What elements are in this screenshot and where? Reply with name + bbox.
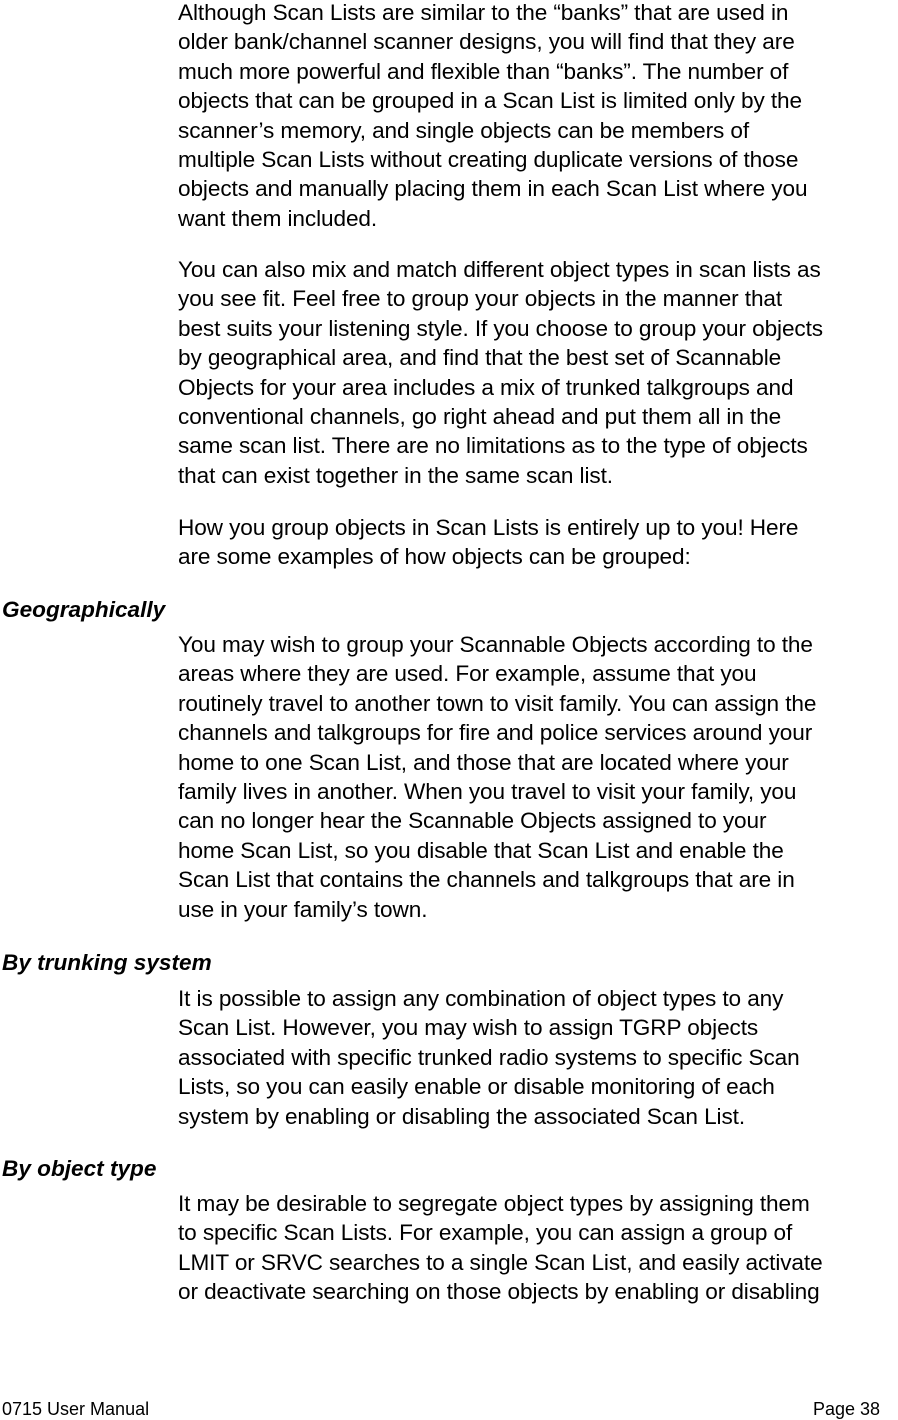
text-line: you see fit. Feel free to group your objects in the manner that	[178, 286, 783, 312]
text-line: channels and talkgroups for fire and police services around your	[178, 720, 813, 746]
text-line: older bank/channel scanner designs, you will find that they are	[178, 29, 795, 55]
paragraph-grouping-intro	[178, 513, 898, 572]
text-line: same scan list. There are no limitations as to the type of objects	[178, 433, 808, 459]
text-line: areas where they are used. For example, assume that you	[178, 661, 757, 687]
text-line: How you group objects in Scan Lists is entirely up to you! Here	[178, 515, 799, 540]
section-heading-geographically: Geographically	[2, 597, 166, 622]
text-line: or deactivate searching on those objects by enabling or disabling	[178, 1279, 820, 1305]
text-line: You can also mix and match different object types in scan lists as	[178, 257, 821, 282]
paragraph-scan-lists-vs-banks	[178, 0, 898, 233]
text-line: scanner’s memory, and single objects can be members of	[178, 117, 750, 143]
text-line: routinely travel to another town to visit family. You can assign the	[178, 690, 817, 716]
paragraph-mix-and-match	[178, 255, 898, 490]
text-line: to specific Scan Lists. For example, you can assign a group of	[178, 1220, 793, 1246]
text-line: objects and manually placing them in each Scan List where you	[178, 176, 808, 202]
text-line: multiple Scan Lists without creating duplicate versions of those	[178, 147, 799, 173]
text-line: conventional channels, go right ahead and put them all in the	[178, 404, 782, 430]
text-line: much more powerful and flexible than “banks”. The number of	[178, 58, 789, 84]
text-line: use in your family’s town.	[178, 896, 428, 922]
text-line: Objects for your area includes a mix of trunked talkgroups and	[178, 374, 794, 400]
paragraph-geographically	[178, 630, 898, 924]
text-line: It is possible to assign any combination of object types to any	[178, 986, 784, 1011]
text-line: home to one Scan List, and those that are located where your	[178, 749, 789, 775]
text-line: objects that can be grouped in a Scan List is limited only by the	[178, 88, 802, 114]
text-line: that can exist together in the same scan list.	[178, 462, 613, 488]
text-line: Lists, so you can easily enable or disable monitoring of each	[178, 1074, 775, 1100]
text-line: LMIT or SRVC searches to a single Scan List, and easily activate	[178, 1249, 823, 1275]
footer-manual-title: 0715 User Manual	[2, 1399, 150, 1419]
section-heading-by-trunking-system: By trunking system	[2, 950, 212, 975]
text-line: Scan List. However, you may wish to assign TGRP objects	[178, 1015, 759, 1041]
footer-page-number: Page 38	[812, 1399, 880, 1419]
text-line: associated with specific trunked radio systems to specific Scan	[178, 1044, 800, 1070]
text-line: family lives in another. When you travel to visit your family, you	[178, 779, 797, 805]
text-line: can no longer hear the Scannable Objects assigned to your	[178, 808, 767, 834]
text-line: Although Scan Lists are similar to the “banks” that are used in	[178, 0, 789, 25]
text-line: are some examples of how objects can be grouped:	[178, 544, 691, 570]
section-heading-by-object-type: By object type	[2, 1156, 157, 1181]
paragraph-by-object-type	[178, 1189, 898, 1307]
text-line: best suits your listening style. If you choose to group your objects	[178, 315, 823, 341]
text-line: Scan List that contains the channels and talkgroups that are in	[178, 867, 795, 893]
text-line: You may wish to group your Scannable Objects according to the	[178, 632, 813, 657]
text-line: by geographical area, and find that the best set of Scannable	[178, 345, 782, 371]
text-line: want them included.	[178, 205, 378, 231]
text-line: home Scan List, so you disable that Scan List and enable the	[178, 837, 784, 863]
paragraph-by-trunking-system	[178, 984, 898, 1131]
text-line: It may be desirable to segregate object types by assigning them	[178, 1191, 810, 1216]
text-line: system by enabling or disabling the associated Scan List.	[178, 1103, 745, 1129]
